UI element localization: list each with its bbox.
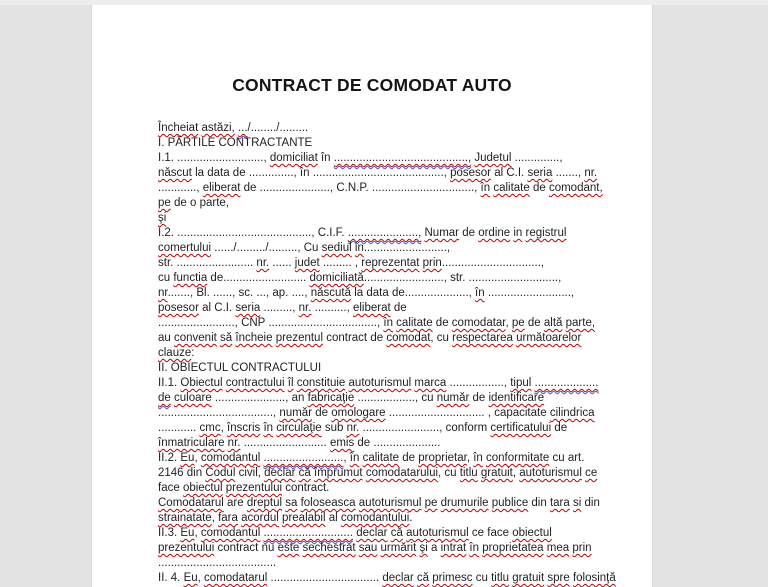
document-line: I.2. .........................................., C.I.F. ......................, Numar de ordine in registrul	[158, 227, 567, 239]
document-line: ............, eliberat de ......................, C.N.P. ................................, în calitate de comodant,	[158, 182, 603, 194]
document-line: strainatate, fara acordul prealabil al comodantului.	[158, 512, 413, 524]
document-line: II.2. Eu, comodantul ........................., în calitate de proprietar, în conformitate cu art.	[158, 452, 585, 464]
document-line: face obiectul prezentului contract.	[158, 482, 330, 494]
document-line: .....................................	[158, 557, 277, 569]
document-line: ............ cmc, înscris în circulaţie sub nr. ........................, conform certificatului de	[158, 422, 568, 434]
document-line: şi	[158, 212, 167, 224]
document-line: ...................................., număr de omologare .............................. , capacitate cilindrica	[158, 407, 595, 419]
document-line: ........................, CNP .................................., în calitate de comodatar, pe de altă parte,	[158, 317, 596, 329]
document-line: str. ........................ nr. ...... judet ......... , reprezentat prin...............................,	[158, 257, 545, 269]
document-line: II.3. Eu, comodantul ............................ declar că autoturismul ce face obiectul	[158, 527, 552, 539]
document-body	[158, 121, 652, 586]
document-line: comertului ....../........./........., Cu sediul in..........................,	[158, 242, 451, 254]
document-line: 2146 din Codul civil, declar că împrumut comodatarului, cu titlu gratuit, autoturismul ce	[158, 467, 598, 479]
document-line: au convenit să încheie prezentul contract de comodat, cu respectarea următoarelor	[158, 332, 582, 344]
document-line: I. PĂRTILE CONTRACTANTE	[158, 137, 313, 149]
document-line: născut la data de .............., în ........................................., posesor al C.I. seria ......., nr.	[158, 167, 598, 179]
document-line: II. 4. Eu, comodatarul .................................. declar că primesc cu titlu gratuit spre folosinţă	[158, 572, 616, 584]
document-line: Încheiat astăzi, .../......../.........	[158, 122, 309, 134]
document-line: pe de o parte,	[158, 197, 229, 209]
document-line: înmatriculare nr. .......................... emis de .....................	[158, 437, 441, 449]
document-line: cu functia de.......................... domiciliată........................., str. ............................,	[158, 272, 562, 284]
document-line: posesor al C.I. seria ........., nr. .........., eliberat de	[158, 302, 407, 314]
document-page[interactable]	[91, 5, 653, 587]
document-line: II. OBIECTUL CONTRACTULUI	[158, 362, 322, 374]
document-line: Comodatarul are dreptul sa foloseasca autoturismul pe drumurile publice din tara si din	[158, 497, 600, 509]
document-line: clauze:	[158, 347, 195, 359]
document-line: I.1. ..........................., domiciliat în .........................................., Judetul ..............,	[158, 152, 563, 164]
document-line: prezentului contract nu este sechestrat sau urmărit şi a intrat în proprietatea mea prin	[158, 542, 592, 554]
document-title: CONTRACT DE COMODAT AUTO	[232, 75, 512, 95]
document-line: nr......., Bl. ......, sc. ..., ap. ...., născută la data de...................., în ..........................,	[158, 287, 575, 299]
document-line: II.1. Obiectul contractului îl constituie autoturismul marca ................., tipul ....................	[158, 377, 599, 389]
document-line: de culoare ......................, an fabricaţie .................., cu număr de identificare	[158, 392, 545, 404]
